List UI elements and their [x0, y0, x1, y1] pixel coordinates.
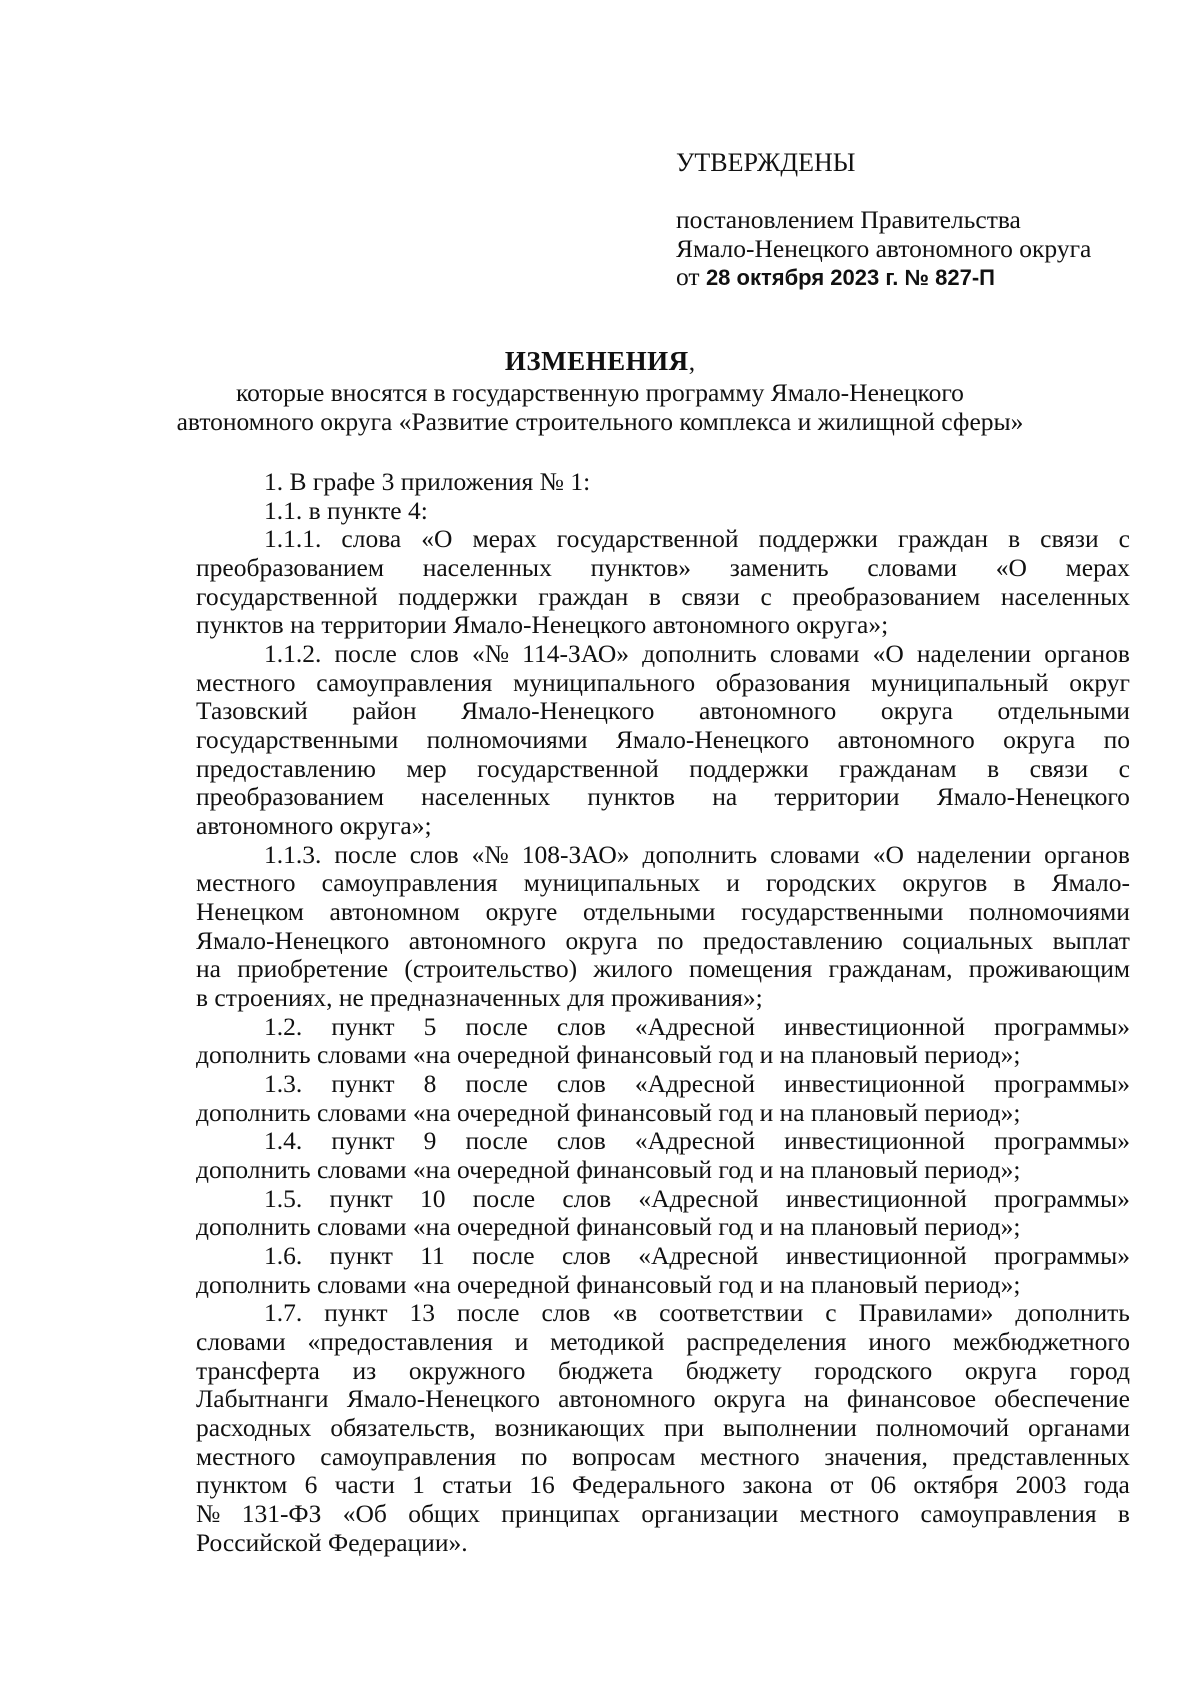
body-line: на приобретение (строительство) жилого помещения гражданам, проживающим: [196, 954, 1130, 983]
body-line: 1.3. пункт 8 после слов «Адресной инвестиционной программы»: [264, 1069, 1130, 1098]
approval-date-prefix: от: [676, 262, 700, 291]
body-line: государственными полномочиями Ямало-Ненецкого автономного округа по: [196, 725, 1130, 754]
document-title-comma: ,: [688, 347, 696, 376]
body-line: преобразованием населенных пунктов на территории Ямало-Ненецкого: [196, 782, 1130, 811]
document-subtitle-1: которые вносятся в государственную программу Ямало-Ненецкого: [236, 378, 964, 407]
body-line: 1.6. пункт 11 после слов «Адресной инвестиционной программы»: [264, 1241, 1130, 1270]
body-line: словами «предоставления и методикой распределения иного межбюджетного: [196, 1327, 1130, 1356]
document-title-main: ИЗМЕНЕНИЯ: [504, 346, 689, 376]
body-line: Ямало-Ненецкого автономного округа по предоставлению социальных выплат: [196, 926, 1130, 955]
body-line: 1.1. в пункте 4:: [264, 496, 428, 525]
body-line: 1.2. пункт 5 после слов «Адресной инвестиционной программы»: [264, 1012, 1130, 1041]
body-line: № 131-ФЗ «Об общих принципах организации местного самоуправления в: [196, 1499, 1130, 1528]
body-line: Лабытнанги Ямало-Ненецкого автономного округа на финансовое обеспечение: [196, 1384, 1130, 1413]
body-line: предоставлению мер государственной поддержки гражданам в связи с: [196, 754, 1130, 783]
body-line: пунктов на территории Ямало-Ненецкого автономного округа»;: [196, 610, 889, 639]
body-line: дополнить словами «на очередной финансовый год и на плановый период»;: [196, 1212, 1021, 1241]
body-line: государственной поддержки граждан в связи с преобразованием населенных: [196, 582, 1130, 611]
body-line: преобразованием населенных пунктов» заменить словами «О мерах: [196, 553, 1130, 582]
body-line: автономного округа»;: [196, 811, 432, 840]
body-line: 1.1.1. слова «О мерах государственной поддержки граждан в связи с: [264, 524, 1130, 553]
document-title: [0, 348, 1200, 375]
body-line: 1. В графе 3 приложения № 1:: [264, 467, 591, 496]
body-line: 1.7. пункт 13 после слов «в соответствии с Правилами» дополнить: [264, 1298, 1130, 1327]
body-line: местного самоуправления муниципальных и городских округов в Ямало-: [196, 868, 1130, 897]
body-line: Тазовский район Ямало-Ненецкого автономного округа отдельными: [196, 696, 1130, 725]
approval-date-line: [676, 264, 995, 290]
body-line: Ненецком автономном округе отдельными государственными полномочиями: [196, 897, 1130, 926]
body-line: 1.4. пункт 9 после слов «Адресной инвестиционной программы»: [264, 1126, 1130, 1155]
body-line: пунктом 6 части 1 статьи 16 Федерального закона от 06 октября 2003 года: [196, 1470, 1130, 1499]
document-subtitle-2: автономного округа «Развитие строительного комплекса и жилищной сферы»: [176, 407, 1024, 436]
body-line: местного самоуправления по вопросам местного значения, представленных: [196, 1442, 1130, 1471]
body-line: 1.1.2. после слов «№ 114-ЗАО» дополнить словами «О наделении органов: [264, 639, 1130, 668]
approval-heading: УТВЕРЖДЕНЫ: [676, 148, 856, 177]
approval-date: 28 октября 2023 г. № 827-П: [705, 265, 995, 290]
body-line: 1.1.3. после слов «№ 108-ЗАО» дополнить словами «О наделении органов: [264, 840, 1130, 869]
body-line: дополнить словами «на очередной финансовый год и на плановый период»;: [196, 1098, 1021, 1127]
approval-line-1: постановлением Правительства: [676, 205, 1021, 234]
body-line: дополнить словами «на очередной финансовый год и на плановый период»;: [196, 1270, 1021, 1299]
body-line: трансферта из окружного бюджета бюджету городского округа город: [196, 1356, 1130, 1385]
body-line: местного самоуправления муниципального образования муниципальный округ: [196, 668, 1130, 697]
approval-line-2: Ямало-Ненецкого автономного округа: [676, 234, 1092, 263]
body-line: 1.5. пункт 10 после слов «Адресной инвестиционной программы»: [264, 1184, 1130, 1213]
body-line: дополнить словами «на очередной финансовый год и на плановый период»;: [196, 1155, 1021, 1184]
body-line: в строениях, не предназначенных для проживания»;: [196, 983, 763, 1012]
body-line: дополнить словами «на очередной финансовый год и на плановый период»;: [196, 1040, 1021, 1069]
body-line: Российской Федерации».: [196, 1528, 468, 1557]
body-line: расходных обязательств, возникающих при выполнении полномочий органами: [196, 1413, 1130, 1442]
